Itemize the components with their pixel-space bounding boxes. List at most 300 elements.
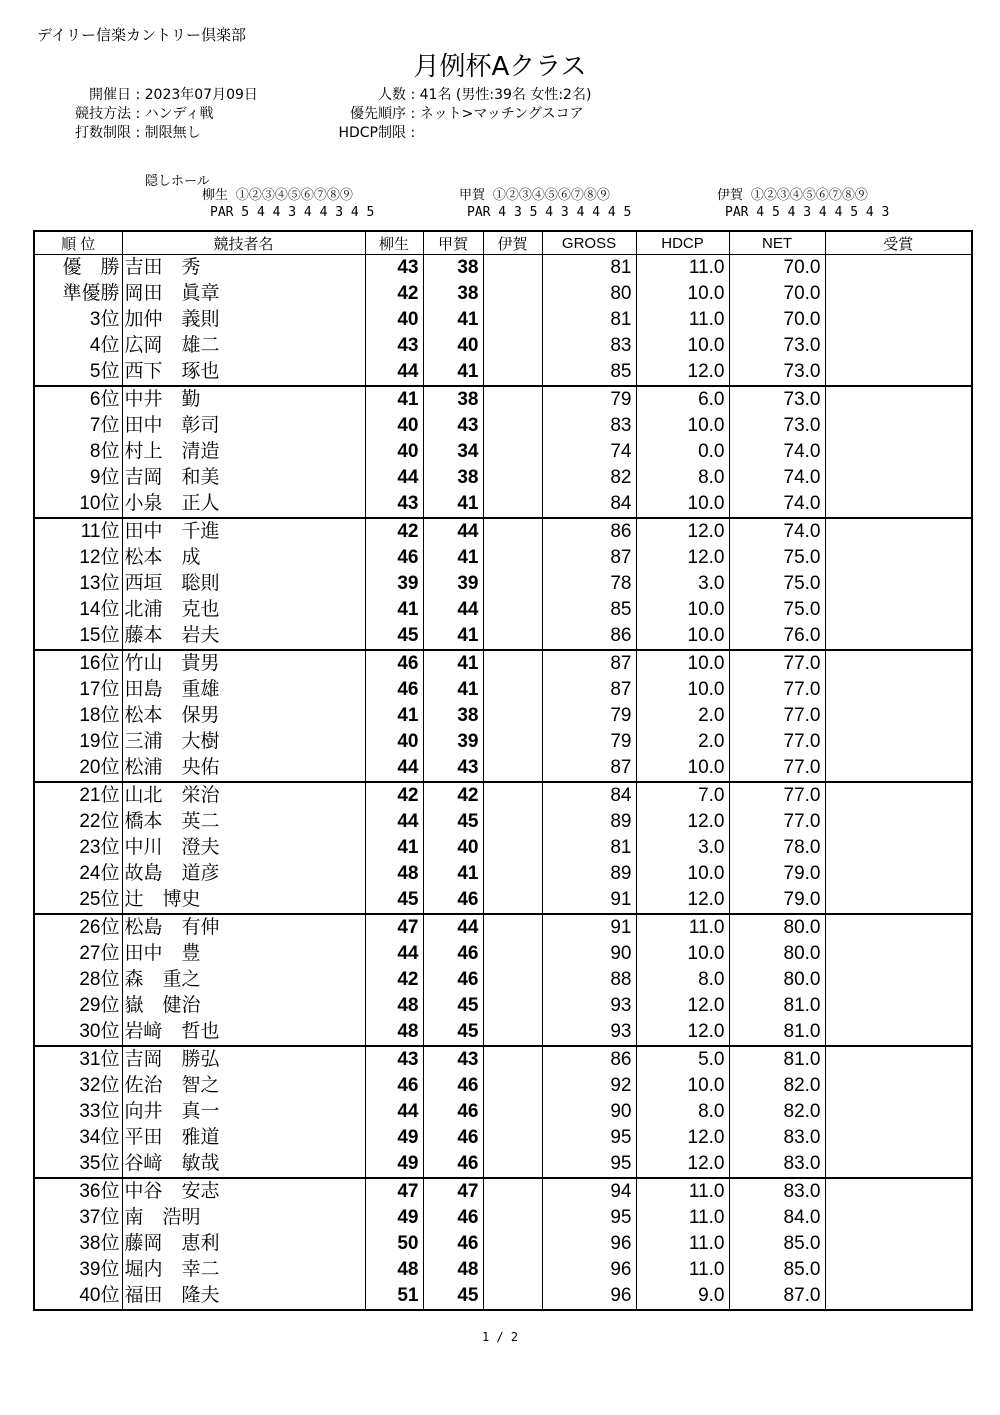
cell-hdcp: 10.0 xyxy=(636,333,729,359)
cell-yagyu: 44 xyxy=(365,359,423,386)
cell-name: 南 浩明 xyxy=(122,1205,365,1231)
cell-name: 橋本 英二 xyxy=(122,809,365,835)
cell-net: 82.0 xyxy=(729,1073,825,1099)
cell-iga xyxy=(483,835,542,861)
cell-iga xyxy=(483,518,542,545)
cell-gross: 91 xyxy=(542,887,636,914)
table-row xyxy=(34,703,972,729)
cell-rank: 18位 xyxy=(34,703,122,729)
cell-gross: 96 xyxy=(542,1257,636,1283)
cell-hdcp: 10.0 xyxy=(636,861,729,887)
cell-iga xyxy=(483,439,542,465)
table-row xyxy=(34,1125,972,1151)
cell-name: 広岡 雄二 xyxy=(122,333,365,359)
cell-iga xyxy=(483,597,542,623)
cell-gross: 85 xyxy=(542,597,636,623)
cell-yagyu: 42 xyxy=(365,967,423,993)
cell-award xyxy=(825,439,972,465)
cell-gross: 95 xyxy=(542,1205,636,1231)
cell-yagyu: 44 xyxy=(365,809,423,835)
cell-net: 84.0 xyxy=(729,1205,825,1231)
cell-name: 田中 千進 xyxy=(122,518,365,545)
cell-award xyxy=(825,255,972,282)
table-row xyxy=(34,571,972,597)
cell-gross: 91 xyxy=(542,914,636,941)
cell-iga xyxy=(483,941,542,967)
cell-award xyxy=(825,809,972,835)
cell-yagyu: 40 xyxy=(365,439,423,465)
cell-gross: 78 xyxy=(542,571,636,597)
cell-net: 79.0 xyxy=(729,887,825,914)
cell-yagyu: 43 xyxy=(365,1046,423,1073)
cell-iga xyxy=(483,1125,542,1151)
cell-name: 松本 成 xyxy=(122,545,365,571)
cell-name: 山北 栄治 xyxy=(122,782,365,809)
hidden-holes-course-3 xyxy=(717,187,889,221)
cell-yagyu: 45 xyxy=(365,887,423,914)
cell-hdcp: 10.0 xyxy=(636,677,729,703)
cell-iga xyxy=(483,623,542,650)
header-iga: 伊賀 xyxy=(483,231,542,255)
cell-rank: 17位 xyxy=(34,677,122,703)
cell-koka: 41 xyxy=(423,677,483,703)
cell-name: 加仲 義則 xyxy=(122,307,365,333)
cell-name: 松本 保男 xyxy=(122,703,365,729)
cell-koka: 46 xyxy=(423,887,483,914)
cell-hdcp: 10.0 xyxy=(636,1073,729,1099)
cell-name: 竹山 貴男 xyxy=(122,650,365,677)
cell-rank: 6位 xyxy=(34,386,122,413)
cell-koka: 41 xyxy=(423,359,483,386)
cell-net: 83.0 xyxy=(729,1151,825,1178)
cell-name: 森 重之 xyxy=(122,967,365,993)
table-row xyxy=(34,782,972,809)
table-row xyxy=(34,861,972,887)
cell-yagyu: 47 xyxy=(365,914,423,941)
cell-yagyu: 43 xyxy=(365,333,423,359)
cell-yagyu: 46 xyxy=(365,545,423,571)
cell-rank: 4位 xyxy=(34,333,122,359)
table-row xyxy=(34,729,972,755)
cell-koka: 44 xyxy=(423,914,483,941)
cell-gross: 90 xyxy=(542,941,636,967)
cell-gross: 92 xyxy=(542,1073,636,1099)
cell-gross: 96 xyxy=(542,1283,636,1310)
cell-yagyu: 40 xyxy=(365,413,423,439)
cell-award xyxy=(825,861,972,887)
cell-rank: 26位 xyxy=(34,914,122,941)
results-table xyxy=(33,230,973,1311)
cell-award xyxy=(825,333,972,359)
cell-yagyu: 44 xyxy=(365,465,423,491)
cell-rank: 36位 xyxy=(34,1178,122,1205)
cell-hdcp: 10.0 xyxy=(636,650,729,677)
cell-gross: 79 xyxy=(542,729,636,755)
cell-koka: 41 xyxy=(423,650,483,677)
cell-gross: 87 xyxy=(542,650,636,677)
page-title: 月例杯Aクラス xyxy=(413,52,587,82)
cell-award xyxy=(825,1178,972,1205)
cell-rank: 39位 xyxy=(34,1257,122,1283)
cell-net: 70.0 xyxy=(729,255,825,282)
table-row xyxy=(34,359,972,386)
cell-hdcp: 10.0 xyxy=(636,597,729,623)
cell-rank: 3位 xyxy=(34,307,122,333)
cell-rank: 14位 xyxy=(34,597,122,623)
table-row xyxy=(34,439,972,465)
cell-award xyxy=(825,1125,972,1151)
cell-iga xyxy=(483,1073,542,1099)
cell-koka: 46 xyxy=(423,1151,483,1178)
cell-name: 吉岡 和美 xyxy=(122,465,365,491)
cell-yagyu: 46 xyxy=(365,677,423,703)
cell-iga xyxy=(483,677,542,703)
cell-hdcp: 2.0 xyxy=(636,703,729,729)
cell-gross: 87 xyxy=(542,677,636,703)
cell-rank: 20位 xyxy=(34,755,122,782)
cell-yagyu: 48 xyxy=(365,993,423,1019)
cell-koka: 41 xyxy=(423,623,483,650)
cell-gross: 86 xyxy=(542,518,636,545)
cell-name: 三浦 大樹 xyxy=(122,729,365,755)
cell-iga xyxy=(483,755,542,782)
cell-name: 田中 彰司 xyxy=(122,413,365,439)
cell-name: 中井 勤 xyxy=(122,386,365,413)
table-row xyxy=(34,623,972,650)
cell-gross: 79 xyxy=(542,703,636,729)
cell-koka: 40 xyxy=(423,835,483,861)
cell-gross: 89 xyxy=(542,861,636,887)
cell-iga xyxy=(483,1099,542,1125)
cell-gross: 93 xyxy=(542,1019,636,1046)
cell-yagyu: 39 xyxy=(365,571,423,597)
cell-gross: 82 xyxy=(542,465,636,491)
table-row xyxy=(34,413,972,439)
cell-rank: 27位 xyxy=(34,941,122,967)
date-value: 2023年07月09日 xyxy=(144,87,258,103)
table-row xyxy=(34,545,972,571)
cell-iga xyxy=(483,333,542,359)
table-row xyxy=(34,914,972,941)
hidden-holes-course-1 xyxy=(202,187,374,221)
cell-gross: 79 xyxy=(542,386,636,413)
count-value: 41名 (男性:39名 女性:2名) xyxy=(419,87,592,103)
cell-yagyu: 44 xyxy=(365,1099,423,1125)
cell-net: 80.0 xyxy=(729,941,825,967)
cell-koka: 46 xyxy=(423,1231,483,1257)
cell-yagyu: 41 xyxy=(365,703,423,729)
cell-name: 故島 道彦 xyxy=(122,861,365,887)
cell-gross: 84 xyxy=(542,782,636,809)
cell-hdcp: 10.0 xyxy=(636,413,729,439)
table-row xyxy=(34,835,972,861)
cell-iga xyxy=(483,703,542,729)
table-row xyxy=(34,993,972,1019)
cell-rank: 25位 xyxy=(34,887,122,914)
cell-name: 岡田 眞章 xyxy=(122,281,365,307)
cell-koka: 38 xyxy=(423,465,483,491)
cell-net: 79.0 xyxy=(729,861,825,887)
cell-iga xyxy=(483,1019,542,1046)
method-value: ハンディ戦 xyxy=(144,106,214,122)
cell-net: 77.0 xyxy=(729,729,825,755)
cell-award xyxy=(825,571,972,597)
course-holes: ①②③④⑤⑥⑦⑧⑨ xyxy=(235,188,353,203)
cell-net: 85.0 xyxy=(729,1231,825,1257)
cell-koka: 46 xyxy=(423,967,483,993)
cell-rank: 準優勝 xyxy=(34,281,122,307)
cell-award xyxy=(825,1073,972,1099)
cell-hdcp: 3.0 xyxy=(636,571,729,597)
cell-koka: 40 xyxy=(423,333,483,359)
cell-iga xyxy=(483,465,542,491)
cell-award xyxy=(825,1099,972,1125)
course-name: 柳生 xyxy=(202,188,229,203)
cell-rank: 19位 xyxy=(34,729,122,755)
cell-koka: 38 xyxy=(423,255,483,282)
cell-award xyxy=(825,359,972,386)
cell-yagyu: 41 xyxy=(365,386,423,413)
cell-award xyxy=(825,650,972,677)
cell-name: 北浦 克也 xyxy=(122,597,365,623)
cell-net: 80.0 xyxy=(729,914,825,941)
table-row xyxy=(34,1073,972,1099)
cell-rank: 11位 xyxy=(34,518,122,545)
cell-iga xyxy=(483,281,542,307)
cell-koka: 41 xyxy=(423,491,483,518)
cell-rank: 21位 xyxy=(34,782,122,809)
cell-gross: 86 xyxy=(542,623,636,650)
count-label: 人数 xyxy=(378,87,406,103)
table-row xyxy=(34,941,972,967)
cell-iga xyxy=(483,1178,542,1205)
cell-name: 福田 隆夫 xyxy=(122,1283,365,1310)
table-row xyxy=(34,1099,972,1125)
cell-rank: 37位 xyxy=(34,1205,122,1231)
cell-iga xyxy=(483,861,542,887)
cell-rank: 28位 xyxy=(34,967,122,993)
stroke-limit-value: 制限無し xyxy=(144,125,201,141)
cell-net: 77.0 xyxy=(729,677,825,703)
cell-koka: 38 xyxy=(423,703,483,729)
cell-hdcp: 8.0 xyxy=(636,1099,729,1125)
course-name: 甲賀 xyxy=(459,188,486,203)
cell-iga xyxy=(483,1046,542,1073)
cell-koka: 45 xyxy=(423,1019,483,1046)
cell-yagyu: 50 xyxy=(365,1231,423,1257)
cell-hdcp: 12.0 xyxy=(636,518,729,545)
cell-rank: 31位 xyxy=(34,1046,122,1073)
cell-koka: 45 xyxy=(423,993,483,1019)
cell-koka: 48 xyxy=(423,1257,483,1283)
cell-rank: 40位 xyxy=(34,1283,122,1310)
cell-hdcp: 0.0 xyxy=(636,439,729,465)
cell-award xyxy=(825,914,972,941)
cell-koka: 46 xyxy=(423,1125,483,1151)
cell-name: 吉岡 勝弘 xyxy=(122,1046,365,1073)
cell-hdcp: 11.0 xyxy=(636,914,729,941)
table-row xyxy=(34,1019,972,1046)
cell-award xyxy=(825,782,972,809)
header-net: NET xyxy=(729,231,825,255)
cell-hdcp: 11.0 xyxy=(636,1205,729,1231)
cell-net: 70.0 xyxy=(729,307,825,333)
course-name: 伊賀 xyxy=(717,188,744,203)
cell-iga xyxy=(483,1283,542,1310)
cell-yagyu: 41 xyxy=(365,835,423,861)
cell-name: 佐治 智之 xyxy=(122,1073,365,1099)
cell-hdcp: 11.0 xyxy=(636,1231,729,1257)
cell-name: 平田 雅道 xyxy=(122,1125,365,1151)
cell-net: 76.0 xyxy=(729,623,825,650)
cell-name: 岩﨑 哲也 xyxy=(122,1019,365,1046)
cell-rank: 5位 xyxy=(34,359,122,386)
cell-name: 松島 有伸 xyxy=(122,914,365,941)
cell-award xyxy=(825,703,972,729)
priority-label: 優先順序 xyxy=(350,106,406,122)
hidden-holes-course-2 xyxy=(459,187,631,221)
cell-hdcp: 11.0 xyxy=(636,1257,729,1283)
cell-net: 77.0 xyxy=(729,650,825,677)
cell-gross: 81 xyxy=(542,835,636,861)
cell-name: 辻 博史 xyxy=(122,887,365,914)
cell-gross: 87 xyxy=(542,755,636,782)
cell-koka: 46 xyxy=(423,1099,483,1125)
cell-koka: 34 xyxy=(423,439,483,465)
cell-award xyxy=(825,967,972,993)
cell-award xyxy=(825,491,972,518)
cell-yagyu: 46 xyxy=(365,650,423,677)
table-row xyxy=(34,465,972,491)
cell-name: 吉田 秀 xyxy=(122,255,365,282)
cell-rank: 9位 xyxy=(34,465,122,491)
cell-yagyu: 43 xyxy=(365,491,423,518)
cell-yagyu: 43 xyxy=(365,255,423,282)
cell-name: 藤岡 恵利 xyxy=(122,1231,365,1257)
cell-koka: 47 xyxy=(423,1178,483,1205)
table-row xyxy=(34,1178,972,1205)
cell-award xyxy=(825,1019,972,1046)
cell-iga xyxy=(483,1205,542,1231)
cell-award xyxy=(825,597,972,623)
course-holes: ①②③④⑤⑥⑦⑧⑨ xyxy=(750,188,868,203)
cell-hdcp: 3.0 xyxy=(636,835,729,861)
stroke-limit-label: 打数制限 xyxy=(75,125,131,141)
table-row xyxy=(34,755,972,782)
cell-name: 村上 清造 xyxy=(122,439,365,465)
cell-yagyu: 44 xyxy=(365,941,423,967)
cell-award xyxy=(825,386,972,413)
table-row xyxy=(34,1231,972,1257)
table-row xyxy=(34,1205,972,1231)
cell-hdcp: 9.0 xyxy=(636,1283,729,1310)
cell-name: 嶽 健治 xyxy=(122,993,365,1019)
cell-net: 73.0 xyxy=(729,413,825,439)
cell-hdcp: 12.0 xyxy=(636,359,729,386)
table-row xyxy=(34,333,972,359)
cell-net: 85.0 xyxy=(729,1257,825,1283)
cell-yagyu: 45 xyxy=(365,623,423,650)
cell-rank: 13位 xyxy=(34,571,122,597)
cell-name: 堀内 幸二 xyxy=(122,1257,365,1283)
cell-gross: 95 xyxy=(542,1151,636,1178)
cell-net: 81.0 xyxy=(729,993,825,1019)
event-info-right: 人数 : 41名 (男性:39名 女性:2名) 優先順序 : ネット>マッチングスコア HDCP制限 : xyxy=(300,86,591,143)
course-holes: ①②③④⑤⑥⑦⑧⑨ xyxy=(492,188,610,203)
cell-name: 向井 真一 xyxy=(122,1099,365,1125)
table-row xyxy=(34,650,972,677)
header-gross: GROSS xyxy=(542,231,636,255)
cell-koka: 43 xyxy=(423,755,483,782)
cell-hdcp: 11.0 xyxy=(636,307,729,333)
cell-gross: 84 xyxy=(542,491,636,518)
course-par: PAR 5 4 4 3 4 4 3 4 5 xyxy=(210,205,375,220)
cell-hdcp: 12.0 xyxy=(636,993,729,1019)
cell-hdcp: 8.0 xyxy=(636,465,729,491)
cell-award xyxy=(825,1046,972,1073)
cell-iga xyxy=(483,413,542,439)
table-row xyxy=(34,307,972,333)
cell-hdcp: 12.0 xyxy=(636,1019,729,1046)
cell-iga xyxy=(483,545,542,571)
page-number: 1 / 2 xyxy=(481,1330,519,1344)
cell-award xyxy=(825,835,972,861)
cell-hdcp: 2.0 xyxy=(636,729,729,755)
cell-net: 78.0 xyxy=(729,835,825,861)
cell-hdcp: 12.0 xyxy=(636,809,729,835)
cell-yagyu: 40 xyxy=(365,729,423,755)
table-row xyxy=(34,1046,972,1073)
cell-rank: 12位 xyxy=(34,545,122,571)
cell-yagyu: 49 xyxy=(365,1205,423,1231)
cell-rank: 24位 xyxy=(34,861,122,887)
cell-iga xyxy=(483,1151,542,1178)
course-par: PAR 4 5 4 3 4 4 5 4 3 xyxy=(725,205,890,220)
cell-yagyu: 42 xyxy=(365,281,423,307)
header-hdcp: HDCP xyxy=(636,231,729,255)
cell-yagyu: 51 xyxy=(365,1283,423,1310)
hdcp-limit-label: HDCP制限 xyxy=(338,125,406,141)
cell-koka: 43 xyxy=(423,1046,483,1073)
cell-net: 77.0 xyxy=(729,755,825,782)
cell-iga xyxy=(483,993,542,1019)
cell-net: 77.0 xyxy=(729,782,825,809)
header-koka: 甲賀 xyxy=(423,231,483,255)
cell-rank: 優 勝 xyxy=(34,255,122,282)
cell-net: 74.0 xyxy=(729,465,825,491)
cell-award xyxy=(825,1283,972,1310)
cell-hdcp: 10.0 xyxy=(636,623,729,650)
cell-gross: 95 xyxy=(542,1125,636,1151)
cell-net: 75.0 xyxy=(729,597,825,623)
cell-hdcp: 7.0 xyxy=(636,782,729,809)
table-row xyxy=(34,386,972,413)
cell-net: 74.0 xyxy=(729,439,825,465)
cell-net: 81.0 xyxy=(729,1046,825,1073)
cell-hdcp: 12.0 xyxy=(636,887,729,914)
cell-gross: 86 xyxy=(542,1046,636,1073)
cell-net: 83.0 xyxy=(729,1125,825,1151)
cell-rank: 22位 xyxy=(34,809,122,835)
cell-gross: 80 xyxy=(542,281,636,307)
cell-gross: 87 xyxy=(542,545,636,571)
cell-yagyu: 42 xyxy=(365,782,423,809)
header-name: 競技者名 xyxy=(122,231,365,255)
cell-koka: 46 xyxy=(423,1205,483,1231)
cell-gross: 85 xyxy=(542,359,636,386)
method-label: 競技方法 xyxy=(75,106,131,122)
cell-yagyu: 47 xyxy=(365,1178,423,1205)
